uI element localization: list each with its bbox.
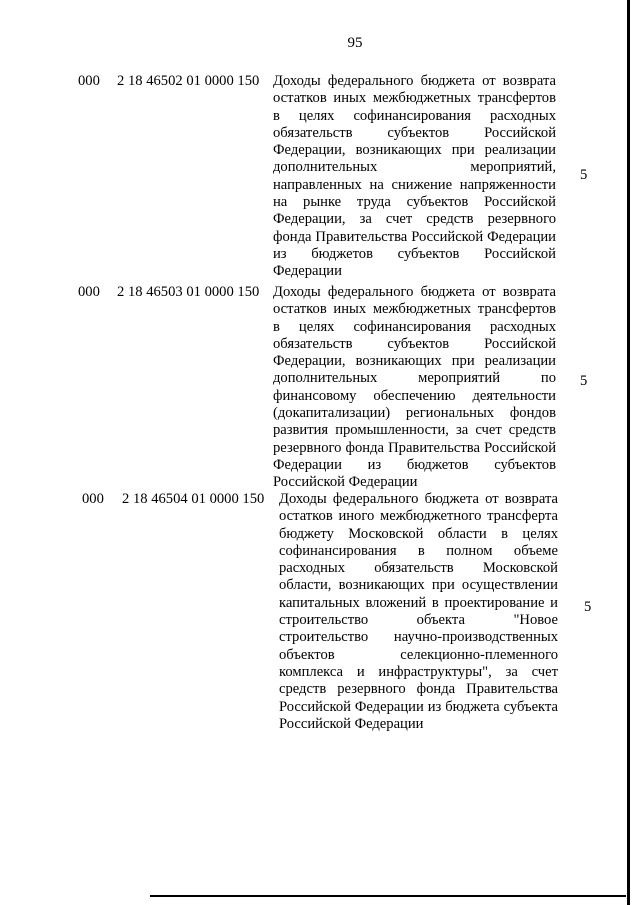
- page-number: 95: [347, 35, 363, 51]
- budget-classification-code: 2 18 46504 01 0000 150: [122, 491, 265, 507]
- revenue-description: Доходы федерального бюджета от возврата остатков иного межбюджетного трансферта бюджету Московской области в целях софинансирования в полном объеме расходных обязательств Московской области, возникающих при осуществлении капитальных вложений в проектирование и строительство объекта "Новое строительство научно-производственных объектов селекционно-племенного комплекса и инфраструктуры", за счет средств резервного фонда Правительства Российской Федерации из бюджета субъекта Российской Федерации: [279, 491, 558, 732]
- admin-code: 000: [78, 73, 100, 89]
- page-edge-bottom: [150, 895, 626, 897]
- revenue-description: Доходы федерального бюджета от возврата остатков иных межбюджетных трансфертов в целях софинансирования расходных обязательств субъектов Российской Федерации, возникающих при реализации дополнительных мероприятий по финансовому обеспечению деятельности (докапитализации) региональных фондов развития промышленности, за счет средств резервного фонда Правительства Российской Федерации из бюджетов субъектов Российской Федерации: [273, 284, 556, 491]
- amount-value: 5: [580, 167, 588, 183]
- page-edge-right: [627, 0, 630, 905]
- admin-code: 000: [78, 284, 100, 300]
- budget-classification-code: 2 18 46502 01 0000 150: [117, 73, 260, 89]
- admin-code: 000: [82, 491, 104, 507]
- amount-value: 5: [584, 599, 592, 615]
- amount-value: 5: [580, 373, 588, 389]
- budget-classification-code: 2 18 46503 01 0000 150: [117, 284, 260, 300]
- revenue-description: Доходы федерального бюджета от возврата остатков иных межбюджетных трансфертов в целях софинансирования расходных обязательств субъектов Российской Федерации, возникающих при реализации дополнительных мероприятий, направленных на снижение напряженности на рынке труда субъектов Российской Федерации, за счет средств резервного фонда Правительства Российской Федерации из бюджетов субъектов Российской Федерации: [273, 73, 556, 280]
